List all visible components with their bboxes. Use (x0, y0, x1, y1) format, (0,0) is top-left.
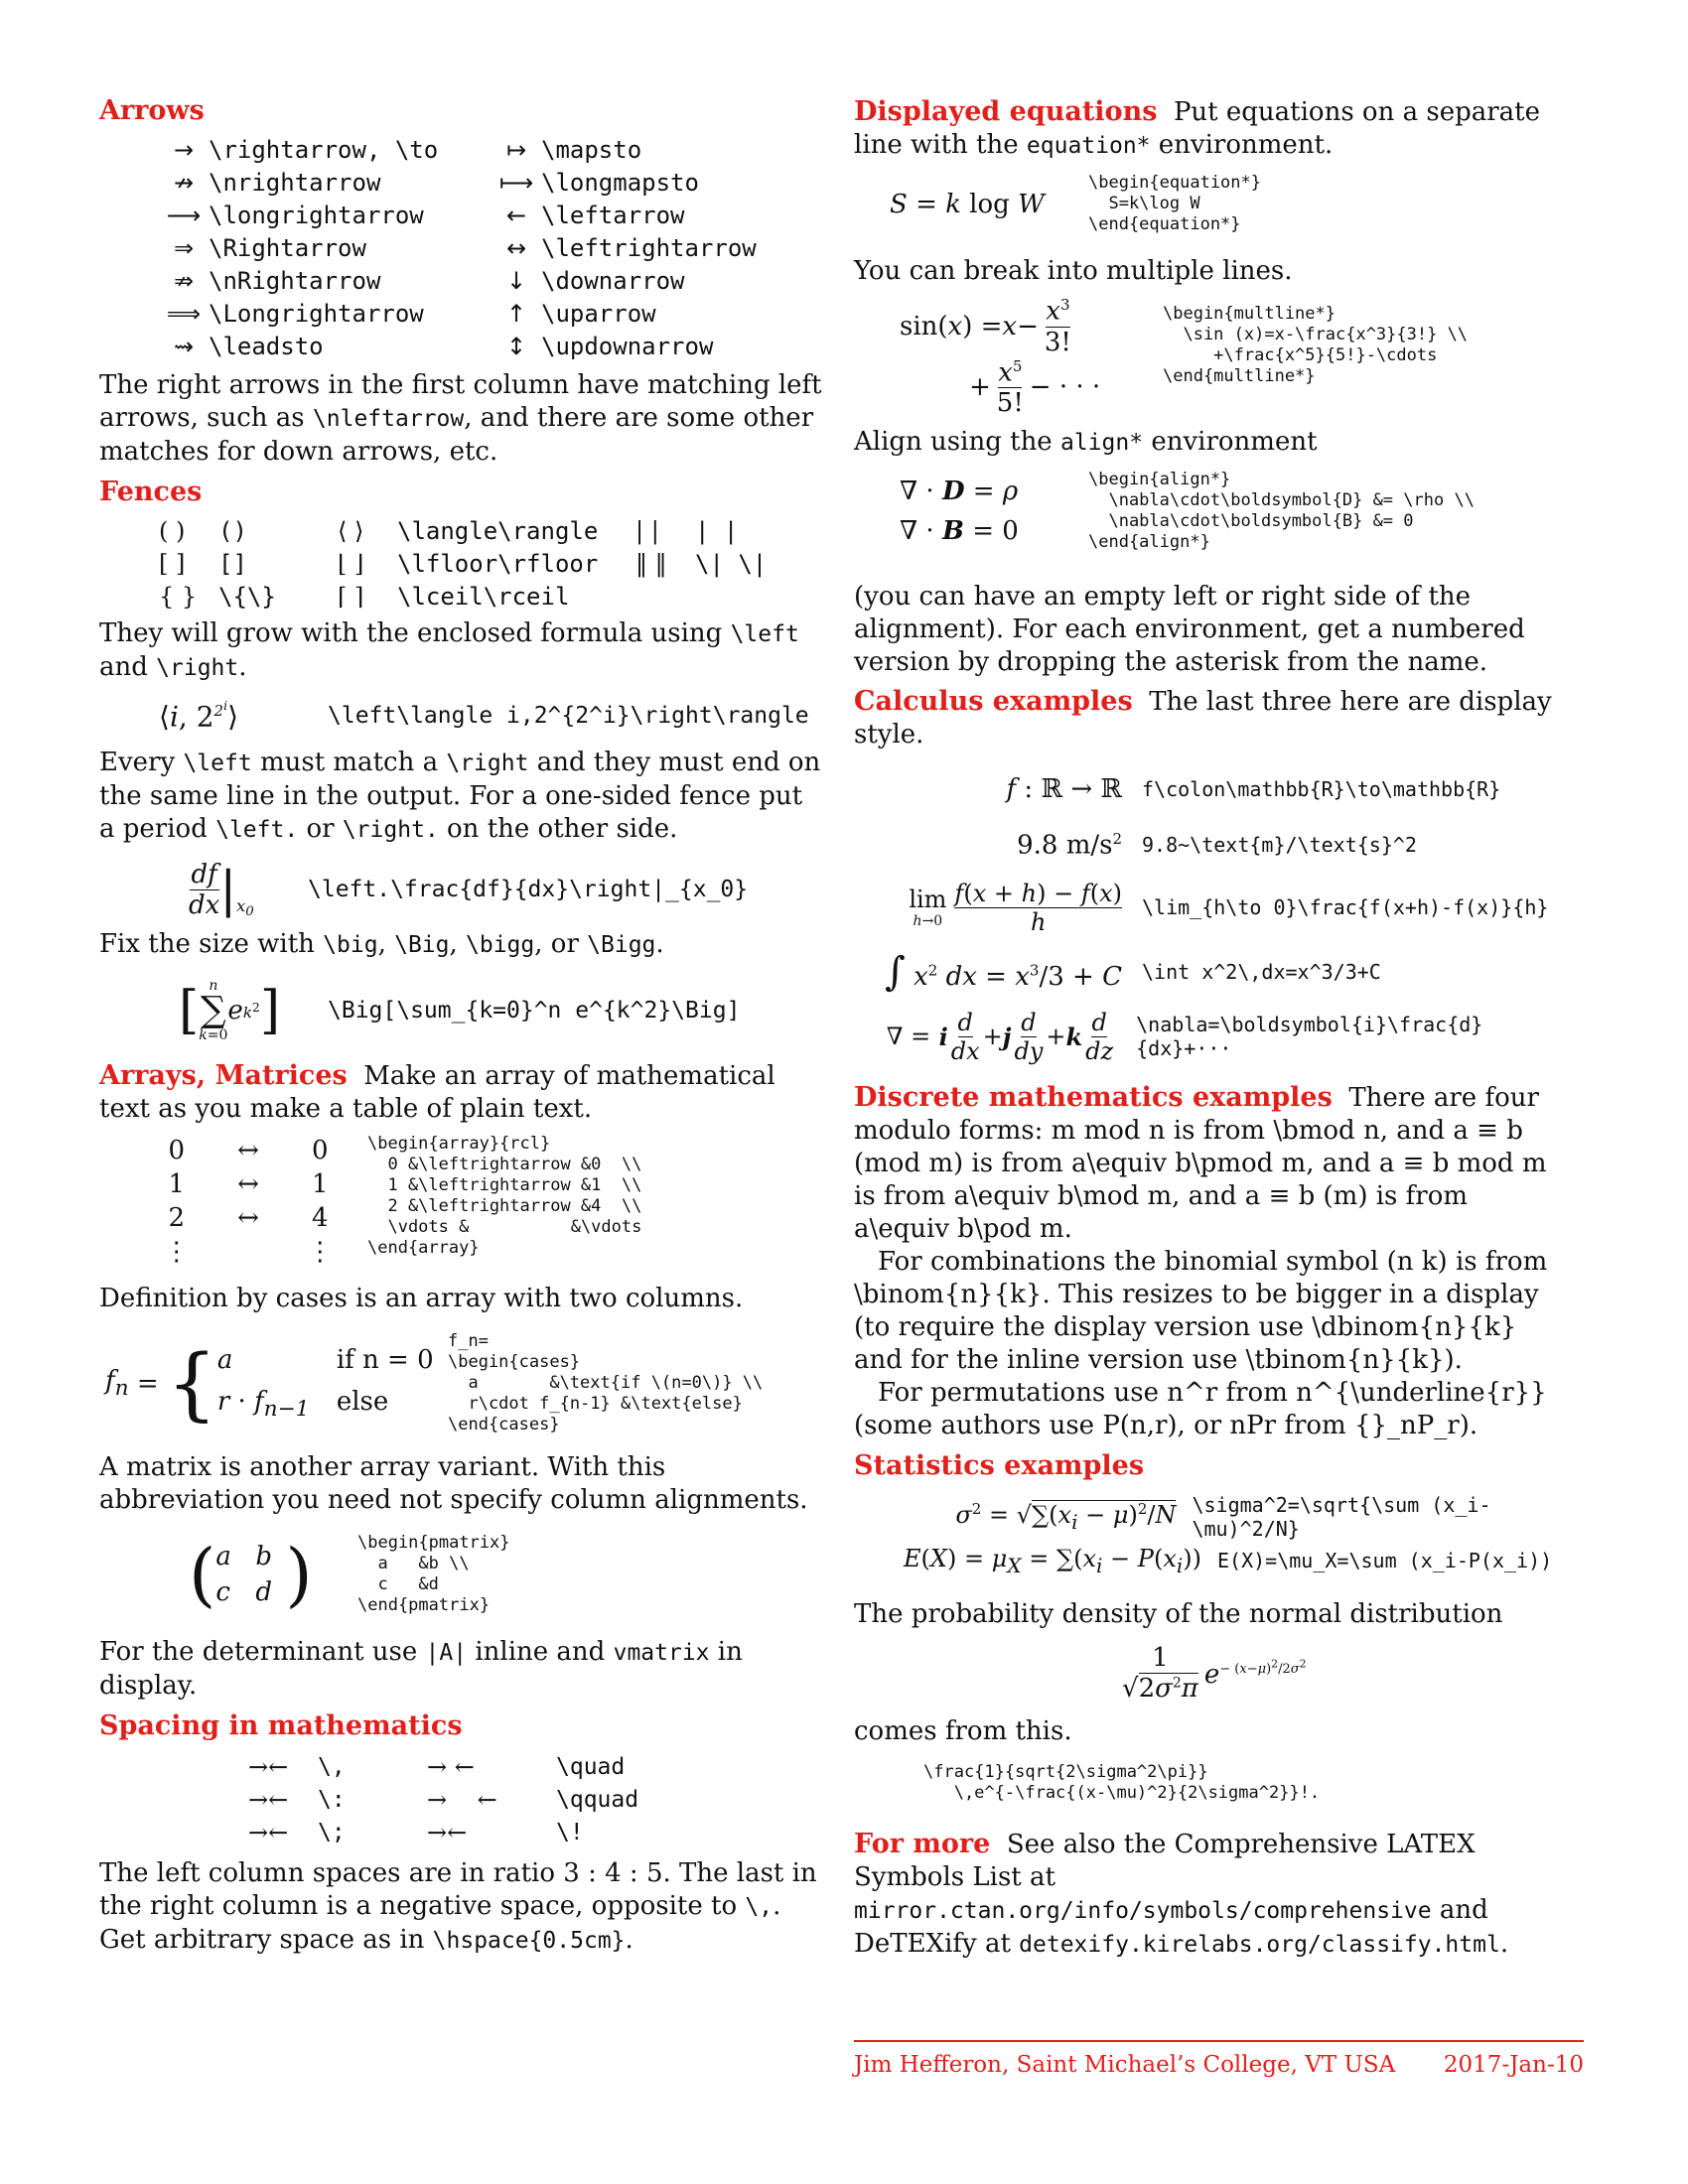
discrete-binomial: For combinations the binomial symbol (n k) is from \binom{n}{k}. This resizes to be bigger in a display (to require the display version use \dbinom{n}{k} and for the inline version use \tbinom{n}{k}). (854, 1247, 1548, 1376)
footer-author: Jim Hefferon, Saint Michael’s College, VT USA (854, 2052, 1396, 2078)
arrow-command: \updownarrow (541, 333, 714, 360)
array-cell: 0 (311, 1136, 329, 1165)
fence-example-2 (189, 855, 824, 924)
arrow-symbol: ⟹ (166, 300, 202, 328)
arrows-table (159, 134, 757, 363)
spacing-command: \quad (556, 1754, 626, 1780)
spacing-row (248, 1751, 665, 1784)
arrow-symbol: ↓ (505, 267, 527, 295)
arrow-command: \mapsto (541, 136, 642, 164)
fence-example-1 (159, 691, 824, 741)
spacing-example: → ← (427, 1753, 475, 1781)
fence-symbol: ‖ ‖ (635, 550, 667, 578)
arrow-symbol: ↕ (505, 333, 527, 360)
fence-symbol: | | (635, 517, 659, 545)
arrow-command: \longrightarrow (209, 202, 424, 229)
footer (854, 2040, 1584, 2078)
arrow-symbol: ↛ (173, 169, 195, 197)
normal-comes: comes from this. (854, 1716, 1072, 1747)
cases-code: f_n= \begin{cases} a &\text{if \(n=0\)} \\ r\cdot f_{n-1} &\text{else} \end{cases} (448, 1331, 764, 1434)
displayed-section: Displayed equations Put equations on a separate line with the equation* environment. (854, 96, 1541, 160)
array-cell: 1 (168, 1169, 186, 1199)
arrow-symbol: → (173, 136, 195, 164)
fence-command: [] (218, 550, 247, 578)
multiline-math: sin( x ) = x − $x^3$ 3! + $x^5$ 5! − · · · (900, 296, 1101, 419)
array-row (149, 1235, 348, 1269)
more-section: For more See also the Comprehensive LATEX Symbols List at mirror.ctan.org/info/symbols/comprehensive and DeTEXify at detexify.kirelabs.org/classify.html. (854, 1829, 1509, 1960)
fences-grow-note: They will grow with the enclosed formula using \left and \right. (99, 618, 799, 682)
arrow-command: \downarrow (541, 267, 685, 295)
spacing-command: \; (318, 1820, 346, 1845)
arrow-row (159, 167, 757, 200)
spacing-example: →← (248, 1753, 289, 1781)
fence-example-2-math: df dx | $_{x_0}$ (189, 859, 254, 920)
fence-command (695, 581, 774, 614)
statistics-row-1: $\sigma^2 = √\sum(x_i - \mu)^2/N$ \sigma^2=\sqrt{\sum (x_i-\mu)^2/N} (955, 1493, 1491, 1542)
fence-example-1-math: ⟨i, $2^{2^i}⟩$ (159, 698, 239, 734)
right-column (854, 95, 1569, 1962)
fence-symbol (635, 581, 695, 614)
discrete-section: Discrete mathematics examples There are four modulo forms: m mod n is from \bmod n, and a ≡ b (mod m) is from a\equiv b\pmod m, and a ≡ b mod m is from a\equiv b\mod m, and a ≡ b (m) is from a\equiv b\pod m. (854, 1082, 1547, 1245)
equation-example (890, 173, 1569, 235)
normal-formula: 1 $√2\sigma^2\pi$ $e^{- (x-\mu)^2/2\sigma^2}$ (1122, 1643, 1307, 1705)
fence-symbol: ⌊ ⌋ (338, 550, 364, 578)
arrow-command: \nRightarrow (209, 267, 381, 295)
calculus-row-1: f : ℝ → ℝ f\colon\mathbb{R}\to\mathbb{R} (1006, 774, 1501, 805)
array-row (149, 1167, 348, 1201)
arrow-symbol: ↔ (505, 234, 527, 262)
cases-intro: Definition by cases is an array with two columns. (99, 1284, 744, 1313)
spacing-example: → ← (427, 1786, 497, 1814)
matrix-code: \begin{pmatrix} a &b \\ c &d \end{pmatrix} (357, 1533, 510, 1615)
array-code: \begin{array}{rcl} 0 &\leftrightarrow &0 \\ 1 &\leftrightarrow &1 \\ 2 &\leftrightarrow &4 \\ \vdots & &\vdots \end{array} (367, 1134, 642, 1258)
detexify-link[interactable]: detexify.kirelabs.org/classify.html (1019, 1932, 1500, 1959)
fence-row (159, 548, 774, 581)
left-column (99, 95, 824, 1958)
align-example (900, 470, 1569, 553)
symbols-link[interactable]: mirror.ctan.org/info/symbols/comprehensive (854, 1898, 1432, 1925)
fences-heading: Fences (99, 477, 203, 507)
arrow-symbol: ← (505, 202, 527, 229)
arrow-symbol: ⟶ (166, 202, 202, 229)
fence-symbol: ( ) (159, 517, 186, 545)
fence-symbol: ⌈ ⌉ (338, 583, 364, 611)
fence-command: | | (695, 517, 739, 545)
cases-example (105, 1331, 824, 1435)
calculus-heading: Calculus examples (854, 686, 1133, 718)
arrow-row (159, 232, 757, 265)
arrow-command: \Rightarrow (209, 234, 366, 262)
align-code: \begin{align*} \nabla\cdot\boldsymbol{D} &= \rho \\ \nabla\cdot\boldsymbol{B} &= 0 \end{align*} (1088, 470, 1475, 553)
arrow-command: \leftrightarrow (541, 234, 757, 262)
arrow-row (159, 200, 757, 232)
spacing-row (248, 1817, 665, 1849)
fence-row (159, 581, 774, 614)
statistics-row-2: $E(X) = \mu_X = \sum(x_i - P(x_i))$ E(X)=\mu_X=\sum (x_i-P(x_i)) (903, 1544, 1553, 1577)
fence-symbol: ⟨ ⟩ (338, 517, 364, 545)
spacing-command: \: (318, 1787, 346, 1813)
align-math: ∇ · D = ρ ∇ · B = 0 (900, 477, 1019, 547)
spacing-command: \! (556, 1820, 584, 1845)
normal-intro: The probability density of the normal distribution (854, 1599, 1503, 1630)
arrow-symbol: ⇝ (173, 333, 195, 360)
array-cell: ⋮ (163, 1237, 190, 1267)
normal-code: \frac{1}{sqrt{2\sigma^2\pi}} \,e^{-\frac{(x-\mu)^2}{2\sigma^2}}!. (923, 1762, 1321, 1804)
fence-command: \| \| (695, 550, 768, 578)
multiline-example (900, 296, 1569, 418)
spacing-command: \, (318, 1754, 346, 1780)
array-cell (205, 1235, 293, 1269)
spacing-example: →← (427, 1819, 468, 1846)
spacing-example: →← (248, 1786, 289, 1814)
calculus-row-2: 9.8 $m/s^2$ 9.8~\text{m}/\text{s}^2 (1017, 829, 1417, 861)
arrow-row (159, 265, 757, 298)
array-cell: ↔ (237, 1136, 259, 1165)
spacing-note: The left column spaces are in ratio 3 : 4 : 5. The last in the right column is a negative space, opposite to \,. Get arbitrary space as in \hspace{0.5cm}. (99, 1858, 817, 1955)
arrow-row (159, 298, 757, 331)
calculus-row-3: lim h→0 f(x + h) − f(x) h \lim_{h\to 0}\frac{f(x+h)-f(x)}{h} (909, 879, 1549, 936)
spacing-example: →← (248, 1819, 289, 1846)
arrow-command: \nrightarrow (209, 169, 381, 197)
array-cell: 0 (168, 1136, 186, 1165)
arrow-command: \uparrow (541, 300, 656, 328)
discrete-permutation: For permutations use n^r from n^{\underline{r}} (some authors use P(n,r), or nPr from {}_nP_r). (854, 1378, 1547, 1441)
arrow-symbol: ↦ (505, 136, 527, 164)
calculus-row-5: ∇ = i d dx + j d dy + k d dz \nabla=\boldsymbol{i}\frac{d}{dx}+··· (886, 1008, 1483, 1065)
fence-command: \lceil\rceil (397, 583, 570, 611)
fence-command: \langle\rangle (397, 517, 599, 545)
fences-fix-note: Fix the size with \big, \Big, \bigg, or \Bigg. (99, 929, 664, 959)
fence-symbol: { } (159, 583, 198, 611)
statistics-heading: Statistics examples (854, 1450, 1145, 1482)
equation-code: \begin{equation*} S=k\log W \end{equation*} (1088, 173, 1261, 234)
arrow-row (159, 331, 757, 363)
arrow-symbol: ⟼ (498, 169, 534, 197)
arrows-note: The right arrows in the first column have matching left arrows, such as \nleftarrow, and there are some other matches for down arrows, etc. (99, 370, 822, 467)
arrow-symbol: ↑ (505, 300, 527, 328)
fence-example-3-code: \Big[\sum_{k=0}^n e^{k^2}\Big] (328, 998, 741, 1024)
arrow-command: \rightarrow, \to (209, 136, 439, 164)
arrows-heading: Arrows (99, 95, 205, 126)
arrow-symbol: ⇏ (173, 267, 195, 295)
fences-every-note: Every \left must match a \right and they must end on the same line in the output. For a one-sided fence put a period \left. or \right. on the other side. (99, 748, 821, 844)
fence-command: () (218, 517, 247, 545)
matrix-math: ( a b c d ) (189, 1534, 313, 1615)
align-intro: Align using the align* environment (854, 427, 1318, 458)
calculus-section: Calculus examples The last three here are display style. (854, 686, 1552, 751)
fence-symbol: [ ] (159, 550, 186, 578)
fence-example-1-code: \left\langle i,2^{2^i}\right\rangle (328, 703, 809, 729)
array-math (149, 1134, 348, 1269)
arrays-heading: Arrays, Matrices (99, 1060, 348, 1091)
more-heading: For more (854, 1829, 991, 1860)
fence-command: \{\} (218, 583, 276, 611)
multiline-intro: You can break into multiple lines. (854, 256, 1293, 286)
equation-math: S = k log W (890, 189, 1045, 219)
determinant-note: For the determinant use |A| inline and vmatrix in display. (99, 1637, 743, 1701)
fence-command: \lfloor\rfloor (397, 550, 599, 578)
array-cell: 4 (311, 1203, 329, 1233)
arrow-command: \leadsto (209, 333, 324, 360)
fence-row (159, 515, 774, 548)
fence-example-3 (179, 968, 824, 1053)
cases-math: $f_n$ = { a if n = 0 $r \cdot f_{n-1}$ else (105, 1336, 434, 1430)
arrays-section: Arrays, Matrices Make an array of mathematical text as you make a table of plain text. (99, 1060, 775, 1124)
calculus-row-4: ∫ $x^2$ dx = $x^3/3 + C$ \int x^2\,dx=x^3/3+C (885, 949, 1381, 996)
array-example (149, 1134, 824, 1269)
arrow-row (159, 134, 757, 167)
spacing-command: \qquad (556, 1787, 639, 1813)
spacing-heading: Spacing in mathematics (99, 1710, 463, 1741)
array-cell: 1 (311, 1169, 329, 1199)
arrow-command: \longmapsto (541, 169, 699, 197)
array-cell: ⋮ (307, 1237, 334, 1267)
calculus-examples (854, 761, 1569, 1071)
arrow-command: \leftarrow (541, 202, 685, 229)
array-cell: ↔ (237, 1203, 259, 1233)
displayed-heading: Displayed equations (854, 96, 1158, 127)
spacing-table (248, 1751, 665, 1849)
spacing-row (248, 1784, 665, 1817)
fences-table (159, 515, 774, 614)
array-cell: ↔ (237, 1169, 259, 1199)
footer-date: 2017-Jan-10 (1443, 2052, 1584, 2078)
arrow-symbol: ⇒ (173, 234, 195, 262)
matrix-intro: A matrix is another array variant. With this abbreviation you need not specify column alignments. (99, 1452, 808, 1515)
multiline-code: \begin{multline*} \sin (x)=x-\frac{x^3}{3!} \\ +\frac{x^5}{5!}-\cdots \end{multline*} (1163, 304, 1469, 386)
array-row (149, 1134, 348, 1167)
matrix-example (189, 1533, 824, 1616)
discrete-heading: Discrete mathematics examples (854, 1082, 1333, 1114)
array-cell: 2 (168, 1203, 186, 1233)
array-row (149, 1201, 348, 1235)
arrow-command: \Longrightarrow (209, 300, 424, 328)
align-after-note: (you can have an empty left or right side of the alignment). For each environment, get a numbered version by dropping the asterisk from the name. (854, 582, 1525, 678)
fence-example-3-math: [ n ∑ k=0 e $k^2$ ] (179, 978, 281, 1043)
fence-example-2-code: \left.\frac{df}{dx}\right|_{x_0} (308, 877, 749, 902)
